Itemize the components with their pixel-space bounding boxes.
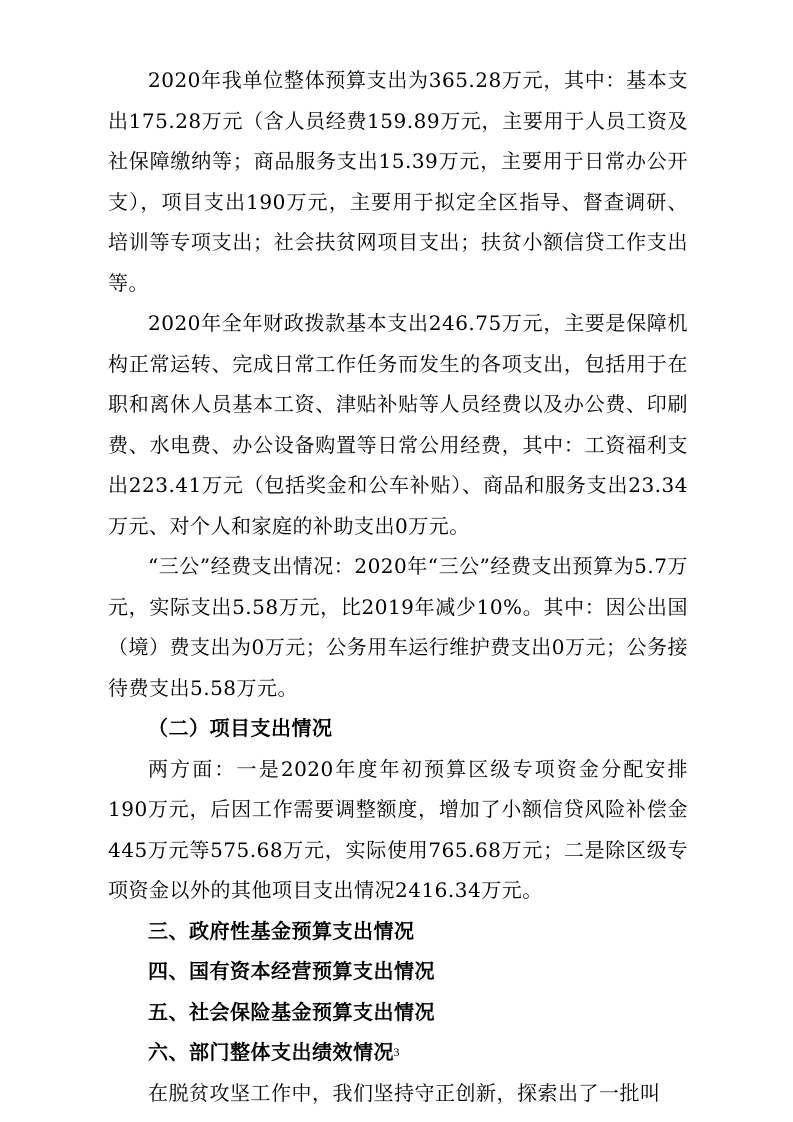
- page-number: 3: [393, 1045, 400, 1059]
- heading-performance: 六、部门整体支出绩效情况: [148, 1040, 394, 1064]
- paragraph-basic-expenditure: 2020年全年财政拨款基本支出246.75万元，主要是保障机构正常运转、完成日常工作任务而发生的各项支出，包括用于在职和离休人员基本工资、津贴补贴等人员经费以及办公费、印刷费、水电费、办公设备购置等日常公用经费，其中：工资福利支出223.41万元（包括奖金和公车补贴）、商品和服务支出23.34万元、对个人和家庭的补助支出0万元。: [108, 311, 688, 538]
- paragraph-project-expenditure: 两方面：一是2020年度年初预算区级专项资金分配安排190万元，后因工作需要调整额度，增加了小额信贷风险补偿金445万元等575.68万元，实际使用765.68万元；二是除区级专项资金以外的其他项目支出情况2416.34万元。: [108, 756, 688, 902]
- heading-social-insurance: 五、社会保险基金预算支出情况: [148, 999, 435, 1024]
- heading-project-expenditure: （二）项目支出情况: [148, 716, 333, 740]
- heading-government-fund: 三、政府性基金预算支出情况: [148, 918, 415, 943]
- document-body: [108, 60, 688, 1113]
- heading-state-capital: 四、国有资本经营预算支出情况: [148, 959, 435, 983]
- paragraph-three-public-expenses: “三公”经费支出情况：2020年“三公”经费支出预算为5.7万元，实际支出5.58万元，比2019年减少10%。其中：因公出国（境）费支出为0万元；公务用车运行维护费支出0万元；公务接待费支出5.58万元。: [108, 554, 688, 700]
- paragraph-overall-budget: 2020年我单位整体预算支出为365.28万元，其中：基本支出175.28万元（含人员经费159.89万元，主要用于人员工资及社保障缴纳等；商品服务支出15.39万元，主要用于日常办公开支），项目支出190万元，主要用于拟定全区指导、督查调研、培训等专项支出；社会扶贫网项目支出；扶贫小额信贷工作支出等。: [108, 68, 688, 295]
- paragraph-poverty-alleviation: 在脱贫攻坚工作中，我们坚持守正创新，探索出了一批叫: [148, 1080, 661, 1105]
